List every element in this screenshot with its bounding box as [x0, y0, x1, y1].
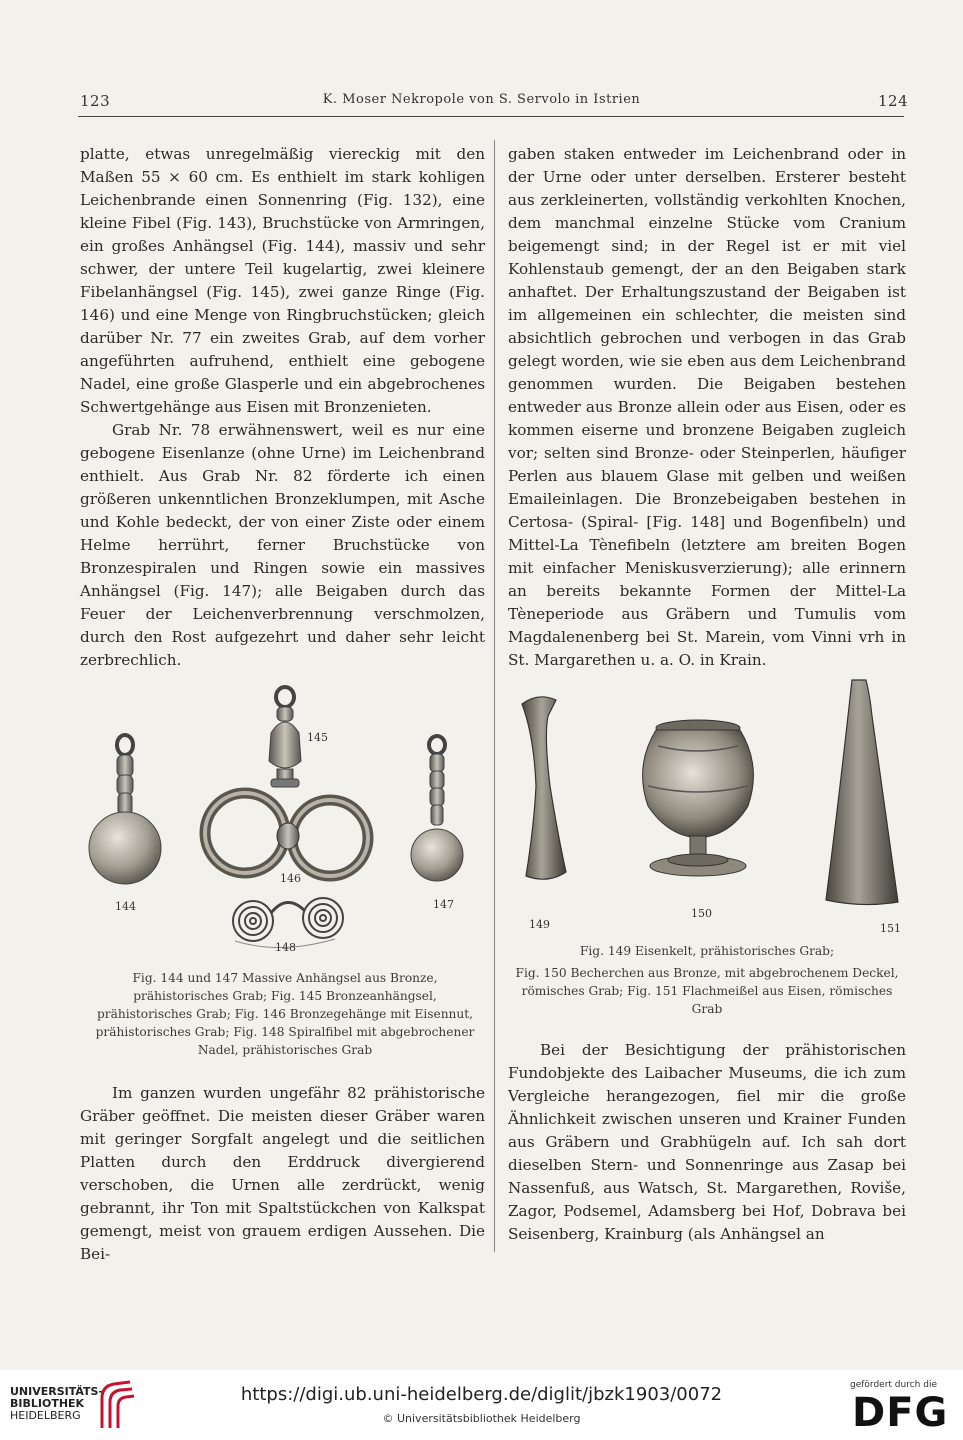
figure-label-145: 145: [307, 731, 328, 744]
figure-144-148-art: [85, 683, 485, 958]
figure-150-bronze-cup: [643, 720, 754, 876]
paragraph: Im ganzen wurden ungefähr 82 prähistorische Gräber geöffnet. Die meisten dieser Gräber waren mit geringer Sorgfalt angelegt und die seitlichen Platten durch den Erddruck divergierend verschoben, die Urnen alle zerdrückt, wenig gebrannt, ihr Ton mit Spaltstückchen von Kalkspat gemengt, meist von grauem erdigen Aussehen. Die Bei-: [80, 1084, 485, 1263]
paragraph: Grab Nr. 78 erwähnenswert, weil es nur eine gebogene Eisenlanze (ohne Urne) im Leichenbrand enthielt. Aus Grab Nr. 82 förderte ich einen größeren unkenntlichen Bronzeklumpen, mit Asche und Kohle bedeckt, der von einer Ziste oder einem Helme herrührt, ferner Bruchstücke von Bronzespiralen und Ringen sowie ein massives Anhängsel (Fig. 147); alle Beigaben durch das Feuer der Leichenverbrennung verschmolzen, durch den Rost aufgezehrt und daher sehr leicht zerbrechlich.: [80, 421, 485, 669]
library-name-line: HEIDELBERG: [10, 1409, 81, 1422]
figure-label-151: 151: [880, 922, 901, 935]
figure-label-147: 147: [433, 898, 454, 911]
left-column-bottom: [80, 1082, 485, 1266]
figure-151-iron-chisel: [826, 680, 898, 905]
figure-144-148-caption: Fig. 144 und 147 Massive Anhängsel aus Bronze, prähistorisches Grab; Fig. 145 Bronzeanhängsel, prähistorisches Grab; Fig. 146 Bronzegehänge mit Eisennut, prähistorisches Grab; Fig. 148 Spiralfibel mit abgebrochener Nadel, prähistorisches Grab: [95, 971, 475, 1057]
dfg-funding-note: gefördert durch die: [850, 1380, 937, 1390]
figure-146-rings: [205, 793, 368, 876]
figure-149-caption: Fig. 149 Eisenkelt, prähistorisches Grab;: [579, 944, 835, 958]
dfg-logo: DFG: [852, 1390, 949, 1436]
paragraph: gaben staken entweder im Leichenbrand oder in der Urne oder unter derselben. Ersterer besteht aus zerkleinerten, vollständig verkohlten Knochen, dem manchmal einzelne Stücke vom Cranium beigemengt sind; in der Regel ist er mit viel Kohlenstaub gemengt, der an den Beigaben stark anhaftet. Der Erhaltungszustand der Beigaben ist im allgemeinen ein schlechter, die meisten sind absichtlich gebrochen und verbogen in das Grab gelegt worden, wie sie eben aus dem Leichenbrand genommen wurden. Die Beigaben bestehen entweder aus Bronze allein oder aus Eisen, oder es kommen eiserne und bronzene Beigaben zugleich vor; selten sind Bronze- oder Steinperlen, häufiger Perlen aus blauem Glase mit gelben und weißen Emaileinlagen. Die Bronzebeigaben bestehen in Certosa- (Spiral- [Fig. 148] und Bogenfibeln) und Mittel-La Tènefibeln (letztere am breiten Bogen mit einfacher Meniskusverzierung); alle erinnern an bereits bekannte Formen der Mittel-La Tèneperiode aus Gräbern und Tumulis vom Magdalenenberg bei St. Marein, vom Vinni vrh in St. Margarethen u. a. O. in Krain.: [508, 145, 906, 669]
paragraph: Bei der Besichtigung der prähistorischen Fundobjekte des Laibacher Museums, die ich zum Vergleiche herangezogen, fiel mir die große Ähnlichkeit zwischen unseren und Krainer Funden aus Gräbern und Grabhügeln auf. Ich sah dort dieselben Stern- und Sonnenringe aus Zasap bei Nassenfuß, aus Watsch, St. Margarethen, Roviše, Zagor, Podsemel, Adamsberg bei Hof, Dobrava bei Seisenberg, Krainburg (als Anhängsel an: [508, 1041, 906, 1243]
right-column-bottom: [508, 1039, 906, 1246]
figure-label-148: 148: [275, 941, 296, 954]
copyright-line: © Universitätsbibliothek Heidelberg: [382, 1412, 581, 1425]
figure-label-146: 146: [280, 872, 301, 885]
figure-147-pendant: [411, 736, 463, 881]
figure-145-pendant: [269, 687, 301, 787]
figure-label-149: 149: [529, 918, 550, 931]
figure-label-150: 150: [691, 907, 712, 920]
paragraph: platte, etwas unregelmäßig viereckig mit den Maßen 55 × 60 cm. Es enthielt im stark kohligen Leichenbrande einen Sonnenring (Fig. 132), eine kleine Fibel (Fig. 143), Bruchstücke von Armringen, ein großes Anhängsel (Fig. 144), massiv und sehr schwer, der untere Teil kugelartig, zwei kleinere Fibelanhängsel (Fig. 145), zwei ganze Ringe (Fig. 146) und eine Menge von Ringbruchstücken; gleich darüber Nr. 77 ein zweites Grab, auf dem vorher angeführten aufruhend, enthielt eine gebogene Nadel, eine große Glasperle und ein abgebrochenes Schwertgehänge aus Eisen mit Bronzenieten.: [80, 145, 485, 416]
running-title: K. Moser Nekropole von S. Servolo in Istrien: [322, 92, 641, 107]
permalink-url[interactable]: https://digi.ub.uni-heidelberg.de/diglit/jbzk1903/0072: [240, 1384, 723, 1405]
footer-bar: [0, 1370, 963, 1440]
figure-label-144: 144: [115, 900, 136, 913]
figure-150-151-caption: Fig. 150 Becherchen aus Bronze, mit abgebrochenem Deckel, römisches Grab; Fig. 151 Flachmeißel aus Eisen, römisches Grab: [515, 966, 899, 1016]
library-name-line: BIBLIOTHEK: [10, 1397, 85, 1410]
column-rule: [494, 140, 495, 1252]
figure-149-iron-celt: [522, 697, 566, 879]
page-number-left: 123: [80, 92, 111, 110]
header-rule: [78, 116, 904, 117]
library-name-line: UNIVERSITÄTS-: [10, 1385, 104, 1398]
right-column-top: [508, 143, 906, 672]
left-column-top: [80, 143, 485, 672]
figure-149-151-art: [508, 676, 908, 916]
figure-144-pendant: [89, 735, 161, 884]
page-number-right: 124: [878, 92, 909, 110]
